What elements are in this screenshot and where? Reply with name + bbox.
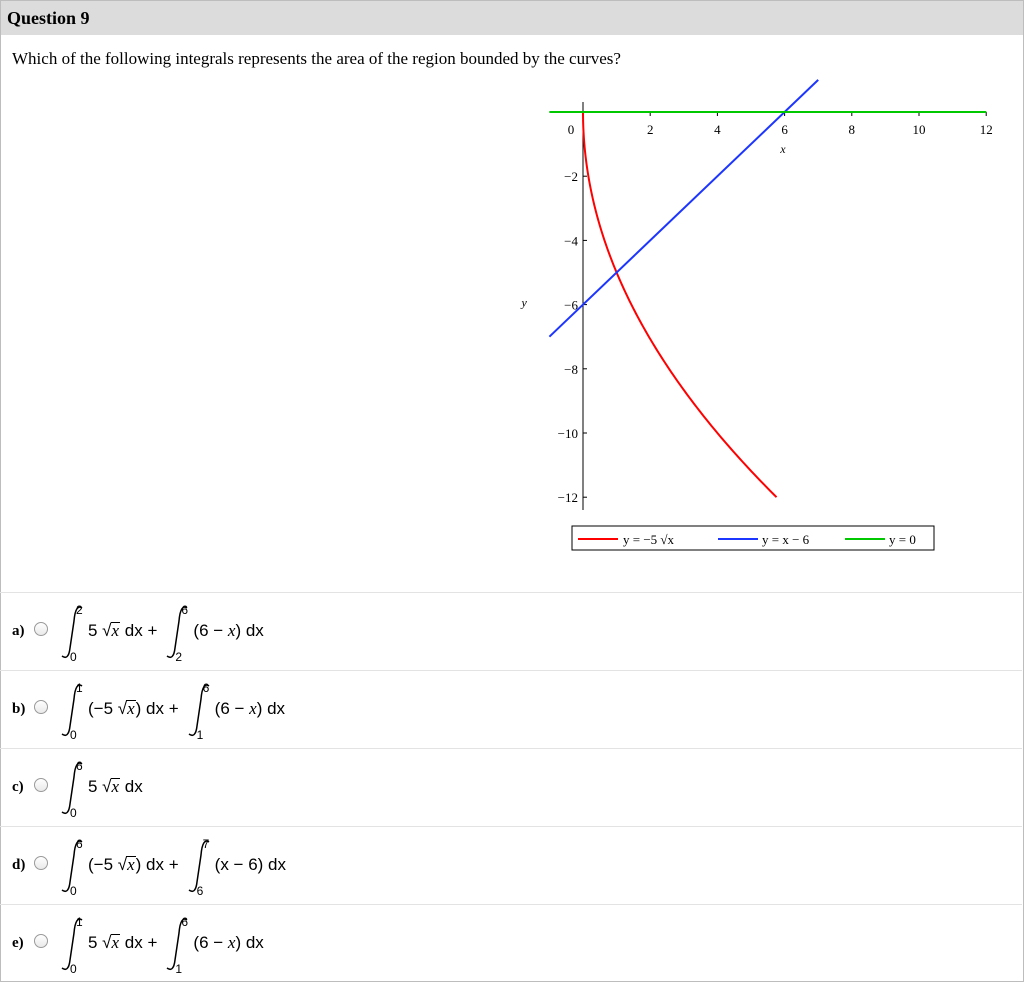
x-tick-label: 12 xyxy=(979,122,993,137)
integrand: (x − 6) dx xyxy=(214,855,286,874)
option-letter: b) xyxy=(12,701,26,717)
upper-limit: 1 xyxy=(76,681,83,695)
x-tick-label: 6 xyxy=(781,122,788,137)
integrand: (−5 √x) dx + xyxy=(88,855,179,874)
y-tick-label: −10 xyxy=(557,426,578,441)
x-tick-label: 4 xyxy=(714,122,721,137)
answer-option[interactable] xyxy=(0,592,1022,671)
option-radio[interactable] xyxy=(34,778,48,792)
y-axis-label: y xyxy=(521,295,527,310)
y-tick-label: −12 xyxy=(557,490,578,506)
integral-sign xyxy=(58,905,88,983)
answer-option[interactable] xyxy=(0,748,1022,827)
integrand: 5 √x dx xyxy=(88,777,143,796)
y-tick-label: −6 xyxy=(564,297,578,313)
series-line-2 xyxy=(549,80,818,337)
x-tick-label: 8 xyxy=(848,122,856,137)
upper-limit: 7 xyxy=(202,837,210,851)
x-tick-label: 10 xyxy=(912,122,926,137)
option-letter: d) xyxy=(12,857,26,873)
upper-limit: 6 xyxy=(181,915,189,929)
y-tick-label: −4 xyxy=(564,233,578,249)
lower-limit: 6 xyxy=(196,884,204,898)
x-tick-label: 0 xyxy=(567,122,575,137)
series-line-1 xyxy=(583,112,777,497)
lower-limit: 0 xyxy=(70,884,77,898)
option-radio[interactable] xyxy=(34,700,48,714)
integral-sign xyxy=(58,671,88,749)
option-letter: e) xyxy=(12,935,24,951)
integrand: 5 √x dx + xyxy=(88,933,158,952)
option-letter: c) xyxy=(12,779,24,795)
x-axis-label: x xyxy=(780,142,786,156)
answer-option[interactable] xyxy=(0,904,1022,983)
y-tick-label: −2 xyxy=(564,169,578,185)
legend-entry: y = x − 6 xyxy=(762,532,810,547)
graph xyxy=(500,72,993,562)
lower-limit: 0 xyxy=(70,650,77,664)
integral-sign xyxy=(58,749,88,827)
lower-limit: 1 xyxy=(175,962,183,976)
lower-limit: 0 xyxy=(70,806,77,820)
legend-entry: y = −5 √x xyxy=(623,532,675,547)
integral-sign xyxy=(58,593,88,671)
integrand: 5 √x dx + xyxy=(88,621,158,640)
option-letter: a) xyxy=(12,623,25,639)
lower-limit: 0 xyxy=(70,728,77,742)
integral-sign xyxy=(58,827,88,905)
answer-option[interactable] xyxy=(0,826,1022,905)
integral-sign xyxy=(185,827,215,905)
legend-entry: y = 0 xyxy=(889,532,916,547)
integrand: (6 − x) dx xyxy=(193,621,264,640)
integral-sign xyxy=(185,671,215,749)
option-radio[interactable] xyxy=(34,622,48,636)
upper-limit: 6 xyxy=(76,759,83,773)
option-radio[interactable] xyxy=(34,934,48,948)
integrand: (−5 √x) dx + xyxy=(88,699,179,718)
option-radio[interactable] xyxy=(34,856,48,870)
question-header xyxy=(1,1,1023,35)
integrand: (6 − x) dx xyxy=(193,933,264,952)
upper-limit: 1 xyxy=(76,915,83,929)
integrand: (6 − x) dx xyxy=(214,699,286,718)
upper-limit: 6 xyxy=(76,837,83,851)
upper-limit: 6 xyxy=(181,603,189,617)
lower-limit: 1 xyxy=(196,728,204,742)
lower-limit: 2 xyxy=(175,650,183,664)
upper-limit: 2 xyxy=(76,603,83,617)
question-title: Question 9 xyxy=(7,8,90,28)
question-text: Which of the following integrals represents the area of the region bounded by the curves? xyxy=(12,49,621,68)
integral-sign xyxy=(163,905,193,983)
upper-limit: 6 xyxy=(202,681,210,695)
x-tick-label: 2 xyxy=(646,122,654,137)
y-tick-label: −8 xyxy=(564,361,578,377)
lower-limit: 0 xyxy=(70,962,77,976)
integral-sign xyxy=(163,593,193,671)
answer-option[interactable] xyxy=(0,670,1022,749)
